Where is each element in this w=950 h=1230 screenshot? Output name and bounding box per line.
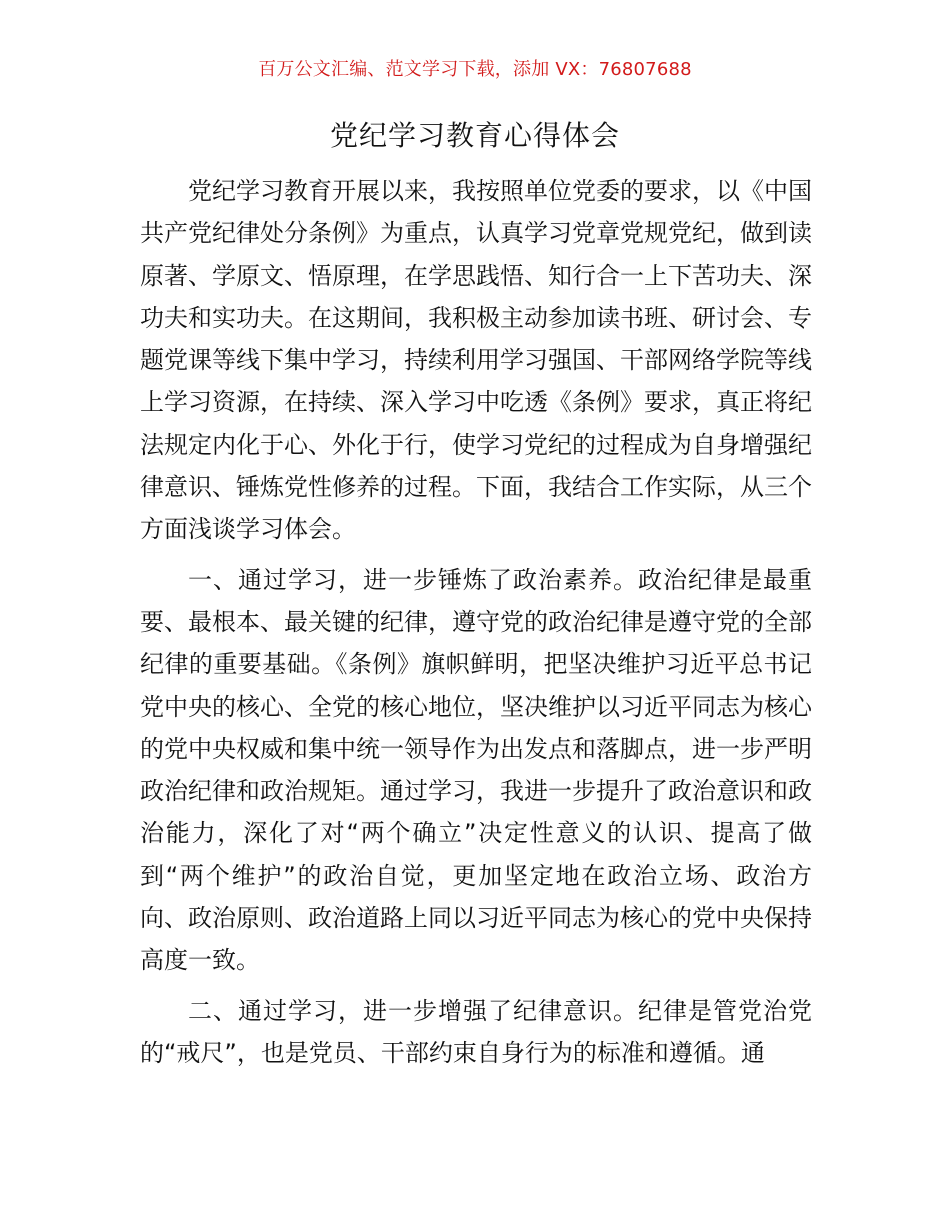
document-body (140, 170, 812, 1082)
paragraph-political: 一、通过学习，进一步锤炼了政治素养。政治纪律是最重要、最根本、最关键的纪律，遵守党的政治纪律是遵守党的全部纪律的重要基础。《条例》旗帜鲜明，把坚决维护习近平总书记党中央的核心、全党的核心地位，坚决维护以习近平同志为核心的党中央权威和集中统一领导作为出发点和落脚点，进一步严明政治纪律和政治规矩。通过学习，我进一步提升了政治意识和政治能力，深化了对“两个确立”决定性意义的认识、提高了做到“两个维护”的政治自觉，更加坚定地在政治立场、政治方向、政治原则、政治道路上同以习近平同志为核心的党中央保持高度一致。 (140, 565, 812, 975)
paragraph-discipline: 二、通过学习，进一步增强了纪律意识。纪律是管党治党的“戒尺”，也是党员、干部约束自身行为的标准和遵循。通 (140, 996, 812, 1067)
document-title: 党纪学习教育心得体会 (329, 119, 620, 152)
paragraph-intro: 党纪学习教育开展以来，我按照单位党委的要求，以《中国共产党纪律处分条例》为重点，认真学习党章党规党纪，做到读原著、学原文、悟原理，在学思践悟、知行合一上下苦功夫、深功夫和实功夫。在这期间，我积极主动参加读书班、研讨会、专题党课等线下集中学习，持续利用学习强国、干部网络学院等线上学习资源，在持续、深入学习中吃透《条例》要求，真正将纪法规定内化于心、外化于行，使学习党纪的过程成为自身增强纪律意识、锤炼党性修养的过程。下面，我结合工作实际，从三个方面浅谈学习体会。 (140, 177, 812, 544)
promo-banner: 百万公文汇编、范文学习下载，添加 VX：76807688 (258, 59, 692, 80)
